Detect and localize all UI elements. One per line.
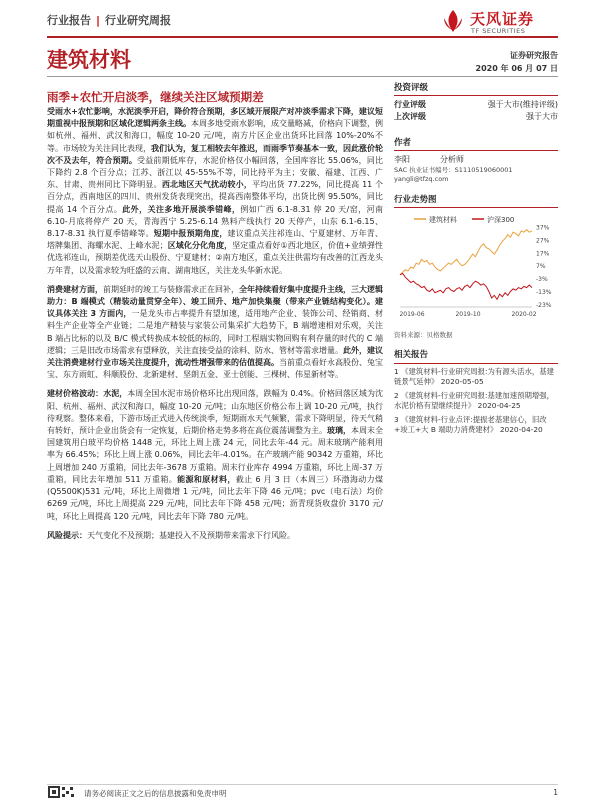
prev-rating-value: 强于大市 xyxy=(526,112,558,121)
industry-rating-row xyxy=(394,99,558,111)
related-report-text: 3 《建筑材料-行业点评:提振老基建信心，旧改+竣工+大 B 端助力消费建材》 xyxy=(394,414,547,434)
text-run: 本周多地受雨水影响，成交量略减，价格向下调整，例如杭州、福州、武汉和海口，幅度 10-20 元/吨，南方片区企业出货环比回落 10%-20%不等。市场较为关注同比表现， xyxy=(47,119,383,153)
industry-rating-value: 强于大市(维持评级) xyxy=(487,100,558,109)
text-run: 风险提示： xyxy=(47,530,87,540)
analyst-name: 李阳 xyxy=(394,155,410,164)
text-run: 天气变化不及预期；基建投入不及预期带来需求下行风险。 xyxy=(87,530,295,540)
text-run: 前期延时的竣工与装修需求正在回补， xyxy=(103,284,239,294)
category-separator: | xyxy=(96,14,101,27)
related-report-date: 2020-04-20 xyxy=(499,425,543,434)
prev-rating-label: 上次评级 xyxy=(394,112,426,121)
page-title: 建筑材料 xyxy=(47,48,131,72)
related-report-item[interactable] xyxy=(394,391,558,412)
related-report-date: 2020-04-25 xyxy=(477,401,521,410)
related-report-item[interactable] xyxy=(394,415,558,436)
trend-chart-section xyxy=(394,190,558,339)
legend-label: 沪深300 xyxy=(487,216,515,224)
disclaimer-notice: 请务必阅读正文之后的信息披露和免责申明 xyxy=(84,789,227,798)
text-run: 截止 6 月 3 日（本周三）环渤海动力煤(Q5500K)531 元/吨，环比上周微增 1 元/吨，同比去年下降 46 元/吨；pvc（电石法）均价 6269 元/吨，环比上周提高 229 元/吨，同比去年下降 458 元/吨；沥青现货收盘价 3170 元/吨，环比上周提高 120 元/吨，同比去年下降 780 元/吨。 xyxy=(47,474,384,521)
text-run: 我们认为，复工相较去年推迟，而雨季节奏基本一致，因此涨价轮次不及去年，符合预期。 xyxy=(47,143,383,165)
series-line xyxy=(400,230,532,275)
brand-logo xyxy=(440,6,560,40)
paragraph-price-fluctuation xyxy=(47,388,383,522)
text-run: 受雨水+农忙影响，水泥淡季开启，降价符合预期，多区域开展限产对冲淡季需求下降，建议短期重视中报预期和区域化逻辑两条主线。 xyxy=(47,107,383,129)
related-report-item[interactable] xyxy=(394,367,558,388)
text-run: 坚定重点看好①西北地区，价值+业绩弹性优选祁连山，预期差优选天山股份、宁夏建材；②南方地区，重点关注供需均有改善的江西龙头万年青，以及需求较为旺盛的云南、湖南地区，关注龙头华新水泥。 xyxy=(47,241,384,275)
analyst-cert: SAC 执业证书编号：S1110519060001 xyxy=(394,166,513,174)
text-run: 本周全国水泥市场价格环比出现回落，跌幅为 0.4%。价格回落区域为沈阳、杭州、福州、武汉和海口，幅度 10-20 元/吨；山东地区价格公布上调 10-20 元/吨，执行待观察。整体来看，下游市场正式进入传统淡季，短期雨水天气频繁，需求下降明显，待天气稍有转好，预计企业出货会有一定恢复，后期价格走势多将在高位震荡调整为主。 xyxy=(47,389,383,436)
x-tick-label: 2019-06 xyxy=(399,311,425,318)
rating-section-title: 投资评级 xyxy=(394,78,558,96)
text-run: 建材价格波动：水泥， xyxy=(47,389,128,399)
related-report-date: 2020-05-05 xyxy=(440,377,484,386)
sidebar xyxy=(394,78,558,439)
text-run: 本周末全国建筑用白玻平均价格 1448 元，环比上周上涨 24 元，同比去年-44 元。周末玻璃产能利用率为 66.45%；环比上周上涨 0.06%，同比去年-4.01%。在产玻璃产能 90342 万重箱，环比上周增加 240 万重箱，同比去年-3678 万重箱。周末行业库存 4994 万重箱，环比上周-37 万重箱，同比去年增加 511 万重箱。 xyxy=(47,426,383,484)
text-run: 例如广西 6.1-8.31 停 20 天/窑，河南 6.10-月底将停产 20 天，青海西宁 5.25-6.14 熟料产线执行 20 天停产，山东 6.1-6.15、8.17-8.31 执行夏季错峰等。 xyxy=(47,204,384,239)
report-type: 证券研究报告 xyxy=(510,51,558,60)
trend-chart-title: 行业走势图 xyxy=(394,190,558,208)
text-run: 区域化分化角度， xyxy=(167,241,233,251)
brand-name-en: TF SECURITIES xyxy=(471,27,526,35)
y-tick-label: -3% xyxy=(536,276,548,284)
related-report-text: 1 《建筑材料-行业研究周报:为有源头活水，基建链景气延伸》 xyxy=(394,366,555,386)
header-divider xyxy=(47,36,558,38)
text-run: 短期中报预期角度， xyxy=(153,229,228,239)
paragraph-cement-outlook xyxy=(47,106,383,277)
x-tick-label: 2020-02 xyxy=(511,311,537,318)
text-run: 消费建材方面， xyxy=(47,284,103,294)
brand-logo-mark-icon xyxy=(440,8,466,34)
text-run: 能源和原材料， xyxy=(177,474,236,484)
analyst-email[interactable]: yangli@tfzq.com xyxy=(394,175,449,183)
text-run: 受益前期低库存，水泥价格仅小幅回落，全国库容比 55.06%，同比下降约 2.8 个百分点；江苏、浙江以 45-55%不等，同比持平为主；安徽、福建、江西、广东、甘肃、贵州同比下降明显。 xyxy=(47,155,384,190)
x-tick-label: 2019-10 xyxy=(455,311,481,318)
related-reports xyxy=(394,347,558,436)
analyst-role: 分析师 xyxy=(440,155,464,164)
text-run: 全年持续看好集中度提升主线，三大逻辑助力：B 端模式（精装动量贯穿全年）、竣工回升、地产加快集聚（带来产业链结构变化）。建议具体关注 3 方面内， xyxy=(47,284,383,319)
report-category-left: 行业报告 xyxy=(47,14,91,27)
y-tick-label: 7% xyxy=(536,263,546,271)
title-divider xyxy=(47,76,558,77)
text-run: 建议重点关注祁连山、宁夏建材、万年青、塔牌集团、海螺水泥、上峰水泥； xyxy=(47,229,383,251)
prev-rating-row xyxy=(394,111,558,123)
report-date: 2020 年 06 月 07 日 xyxy=(475,64,558,73)
trend-chart xyxy=(394,211,558,326)
legend-label: 建筑材料 xyxy=(429,216,457,224)
text-run: 当前重点看好永高股份、兔宝宝、东方雨虹、科顺股份、北新建材、坚朗五金、亚士创能、三棵树、伟星新材等。 xyxy=(47,358,383,380)
paragraph-consumer-materials xyxy=(47,284,383,382)
author-section-title: 作者 xyxy=(394,133,558,151)
series-line xyxy=(400,274,532,300)
brand-name-cn: 天风证券 xyxy=(470,10,535,28)
text-run: 西北地区天气扰动较小， xyxy=(161,180,253,190)
text-run: 一是龙头市占率提升有望加速，适用地产企业、装饰公司、经销商、材料生产企业等全产业链；二是地产精装与家装公司集采扩大趋势下，B 端增速相对乐观，关注 B 端占比标的以及 B/C 模式转换成本较低的标的，同时工程端实物回购有利存量的时代的 C 端逻辑；三是旧改市场需求有望释放，关注直接受益的涂料、防水、管材等需求增量。 xyxy=(47,309,384,355)
y-tick-label: -13% xyxy=(536,289,552,297)
report-headline: 雨季+农忙开启淡季，继续关注区域预期差 xyxy=(47,90,264,104)
chart-source: 资料来源：贝格数据 xyxy=(394,331,453,339)
text-run: 此外，关注多地开展淡季错峰， xyxy=(122,204,241,214)
report-category-right: 行业研究周报 xyxy=(105,14,172,27)
footer-divider xyxy=(47,784,558,785)
text-run: 此外，建议关注消费建材行业市场关注度提升，流动性增强带来的估值提高。 xyxy=(47,345,383,368)
report-category-bar xyxy=(47,12,171,28)
y-tick-label: 37% xyxy=(536,224,550,232)
text-run: 玻璃， xyxy=(327,426,351,436)
analyst-row xyxy=(394,154,558,166)
report-body xyxy=(47,106,383,549)
qr-code-icon xyxy=(48,786,76,798)
paragraph-risk-warning xyxy=(47,530,383,542)
related-reports-title: 相关报告 xyxy=(394,347,558,364)
industry-rating-label: 行业评级 xyxy=(394,100,426,109)
text-run: 平均出货 77.22%，同比提高 11 个百分点，西南地区的四川、贵州发货表现突出，提高西南整体平均，出货比例 95.50%，同比提高 14 个百分点。 xyxy=(47,180,384,214)
author-section xyxy=(394,133,558,184)
y-tick-label: -23% xyxy=(536,301,552,309)
y-tick-label: 17% xyxy=(536,250,550,258)
page-number: 1 xyxy=(553,788,558,797)
related-report-text: 2 《建筑材料-行业研究周报:基建加速预期增强，水泥价格有望继续提升》 xyxy=(394,390,555,410)
y-tick-label: 27% xyxy=(536,237,550,245)
